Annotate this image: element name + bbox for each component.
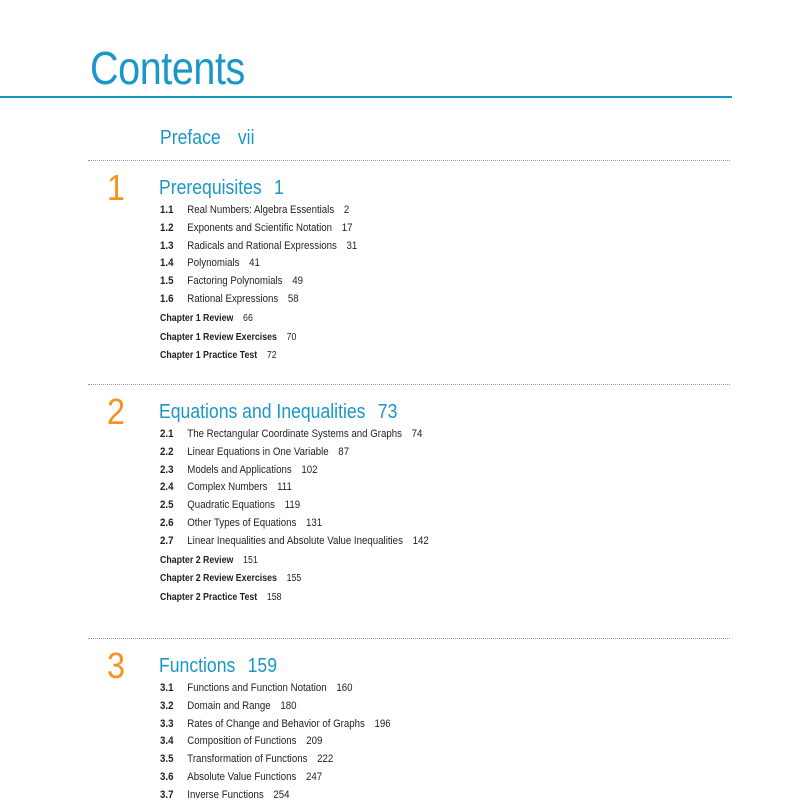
chapter-page: 159	[247, 655, 278, 677]
review-entry[interactable]	[160, 310, 357, 329]
section-title: Polynomials	[187, 257, 240, 270]
review-label: Chapter 1 Practice Test	[160, 350, 258, 362]
divider	[88, 384, 730, 385]
section-number: 1.2	[160, 221, 174, 234]
chapter-title: Prerequisites	[159, 177, 262, 199]
section-title: Models and Applications	[187, 463, 292, 476]
chapter-title-entry[interactable]	[159, 400, 397, 424]
section-number: 3.4	[160, 735, 174, 748]
review-page: 72	[266, 350, 277, 362]
section-page: 41	[249, 257, 260, 270]
section-title: Absolute Value Functions	[187, 770, 297, 783]
section-number: 2.2	[160, 445, 174, 458]
section-page: 254	[273, 788, 290, 801]
section-title: Rational Expressions	[187, 292, 279, 305]
section-page: 119	[284, 499, 301, 512]
section-number: 1.3	[160, 239, 174, 252]
section-title: Linear Inequalities and Absolute Value Inequalities	[187, 534, 403, 547]
section-title: Transformation of Functions	[187, 753, 308, 766]
review-entry[interactable]	[160, 589, 429, 608]
section-title: Other Types of Equations	[187, 516, 297, 529]
section-page: 209	[306, 735, 323, 748]
review-page: 155	[286, 573, 302, 585]
section-page: 17	[341, 221, 353, 234]
chapter-number: 3	[107, 645, 126, 686]
review-page: 151	[243, 554, 258, 566]
chapter-title: Functions	[159, 655, 236, 677]
review-page: 70	[286, 331, 297, 343]
section-entry[interactable]	[160, 497, 429, 515]
section-title: Functions and Function Notation	[187, 682, 327, 694]
section-title: Domain and Range	[187, 699, 271, 712]
preface-page: vii	[237, 127, 255, 149]
review-entry[interactable]	[160, 552, 429, 571]
section-list	[160, 202, 384, 366]
chapter-title-entry[interactable]	[159, 654, 277, 678]
section-page: 247	[306, 770, 323, 783]
section-title: Radicals and Rational Expressions	[187, 239, 337, 252]
section-title: Rates of Change and Behavior of Graphs	[187, 717, 365, 730]
section-number: 2.1	[160, 428, 174, 440]
section-entry[interactable]	[160, 680, 391, 698]
section-number: 1.6	[160, 292, 174, 305]
section-entry[interactable]	[160, 533, 429, 551]
section-entry[interactable]	[160, 291, 357, 309]
chapter-page: 1	[274, 177, 284, 199]
section-page: 142	[412, 534, 429, 547]
section-entry[interactable]	[160, 444, 429, 462]
review-page: 66	[243, 312, 253, 324]
section-title: The Rectangular Coordinate Systems and Graphs	[187, 428, 402, 440]
section-number: 1.5	[160, 275, 174, 288]
section-title: Factoring Polynomials	[187, 275, 283, 288]
section-page: 160	[336, 682, 353, 694]
section-page: 49	[292, 275, 303, 288]
chapter-page: 73	[377, 401, 398, 423]
section-entry[interactable]	[160, 515, 429, 533]
review-label: Chapter 2 Practice Test	[160, 592, 258, 604]
section-page: 102	[301, 463, 318, 476]
section-entry[interactable]	[160, 733, 391, 751]
section-list	[160, 426, 465, 608]
section-list	[160, 680, 422, 805]
review-label: Chapter 2 Review Exercises	[160, 573, 277, 585]
section-page: 31	[346, 239, 358, 252]
section-entry[interactable]	[160, 698, 391, 716]
section-number: 3.1	[160, 682, 174, 694]
section-page: 196	[374, 717, 391, 730]
section-title: Complex Numbers	[187, 481, 268, 494]
section-page: 131	[306, 516, 323, 529]
section-page: 111	[277, 481, 292, 494]
page-title: Contents	[90, 42, 245, 94]
section-title: Quadratic Equations	[187, 499, 275, 512]
section-entry[interactable]	[160, 787, 391, 805]
section-number: 3.6	[160, 770, 174, 783]
divider	[88, 160, 730, 161]
section-page: 180	[280, 699, 297, 712]
section-entry[interactable]	[160, 255, 357, 273]
section-entry[interactable]	[160, 462, 429, 480]
section-number: 1.1	[160, 204, 174, 216]
section-page: 87	[338, 445, 350, 458]
section-entry[interactable]	[160, 238, 357, 256]
review-label: Chapter 1 Review Exercises	[160, 331, 277, 343]
section-title: Inverse Functions	[187, 788, 264, 801]
section-entry[interactable]	[160, 751, 391, 769]
section-entry[interactable]	[160, 220, 357, 238]
section-entry[interactable]	[160, 426, 429, 444]
section-number: 2.5	[160, 499, 174, 512]
section-page: 58	[287, 292, 299, 305]
section-number: 2.4	[160, 481, 174, 494]
section-page: 74	[411, 428, 423, 440]
section-entry[interactable]	[160, 716, 391, 734]
section-title: Linear Equations in One Variable	[187, 445, 329, 458]
section-title: Real Numbers: Algebra Essentials	[187, 204, 335, 216]
section-entry[interactable]	[160, 479, 429, 497]
review-label: Chapter 1 Review	[160, 312, 234, 324]
review-entry[interactable]	[160, 329, 357, 348]
section-entry[interactable]	[160, 202, 357, 220]
section-title: Exponents and Scientific Notation	[187, 221, 333, 234]
review-entry[interactable]	[160, 347, 357, 366]
chapter-number: 1	[107, 167, 126, 208]
divider	[88, 638, 730, 639]
preface-entry[interactable]	[160, 126, 255, 150]
section-number: 2.7	[160, 534, 174, 547]
review-page: 158	[266, 592, 282, 604]
section-number: 2.6	[160, 516, 174, 529]
section-number: 3.2	[160, 699, 174, 712]
section-entry[interactable]	[160, 273, 357, 291]
section-title: Composition of Functions	[187, 735, 297, 748]
section-entry[interactable]	[160, 769, 391, 787]
section-page: 222	[317, 753, 334, 766]
section-number: 3.3	[160, 717, 174, 730]
chapter-title: Equations and Inequalities	[159, 401, 366, 423]
title-rule	[0, 96, 732, 98]
review-label: Chapter 2 Review	[160, 554, 234, 566]
section-page: 2	[343, 204, 350, 216]
section-number: 1.4	[160, 257, 174, 270]
section-number: 3.7	[160, 788, 174, 801]
section-number: 3.5	[160, 753, 174, 766]
review-entry[interactable]	[160, 570, 429, 589]
section-number: 2.3	[160, 463, 174, 476]
chapter-title-entry[interactable]	[159, 176, 284, 200]
chapter-number: 2	[107, 391, 126, 432]
preface-label: Preface	[160, 127, 221, 149]
